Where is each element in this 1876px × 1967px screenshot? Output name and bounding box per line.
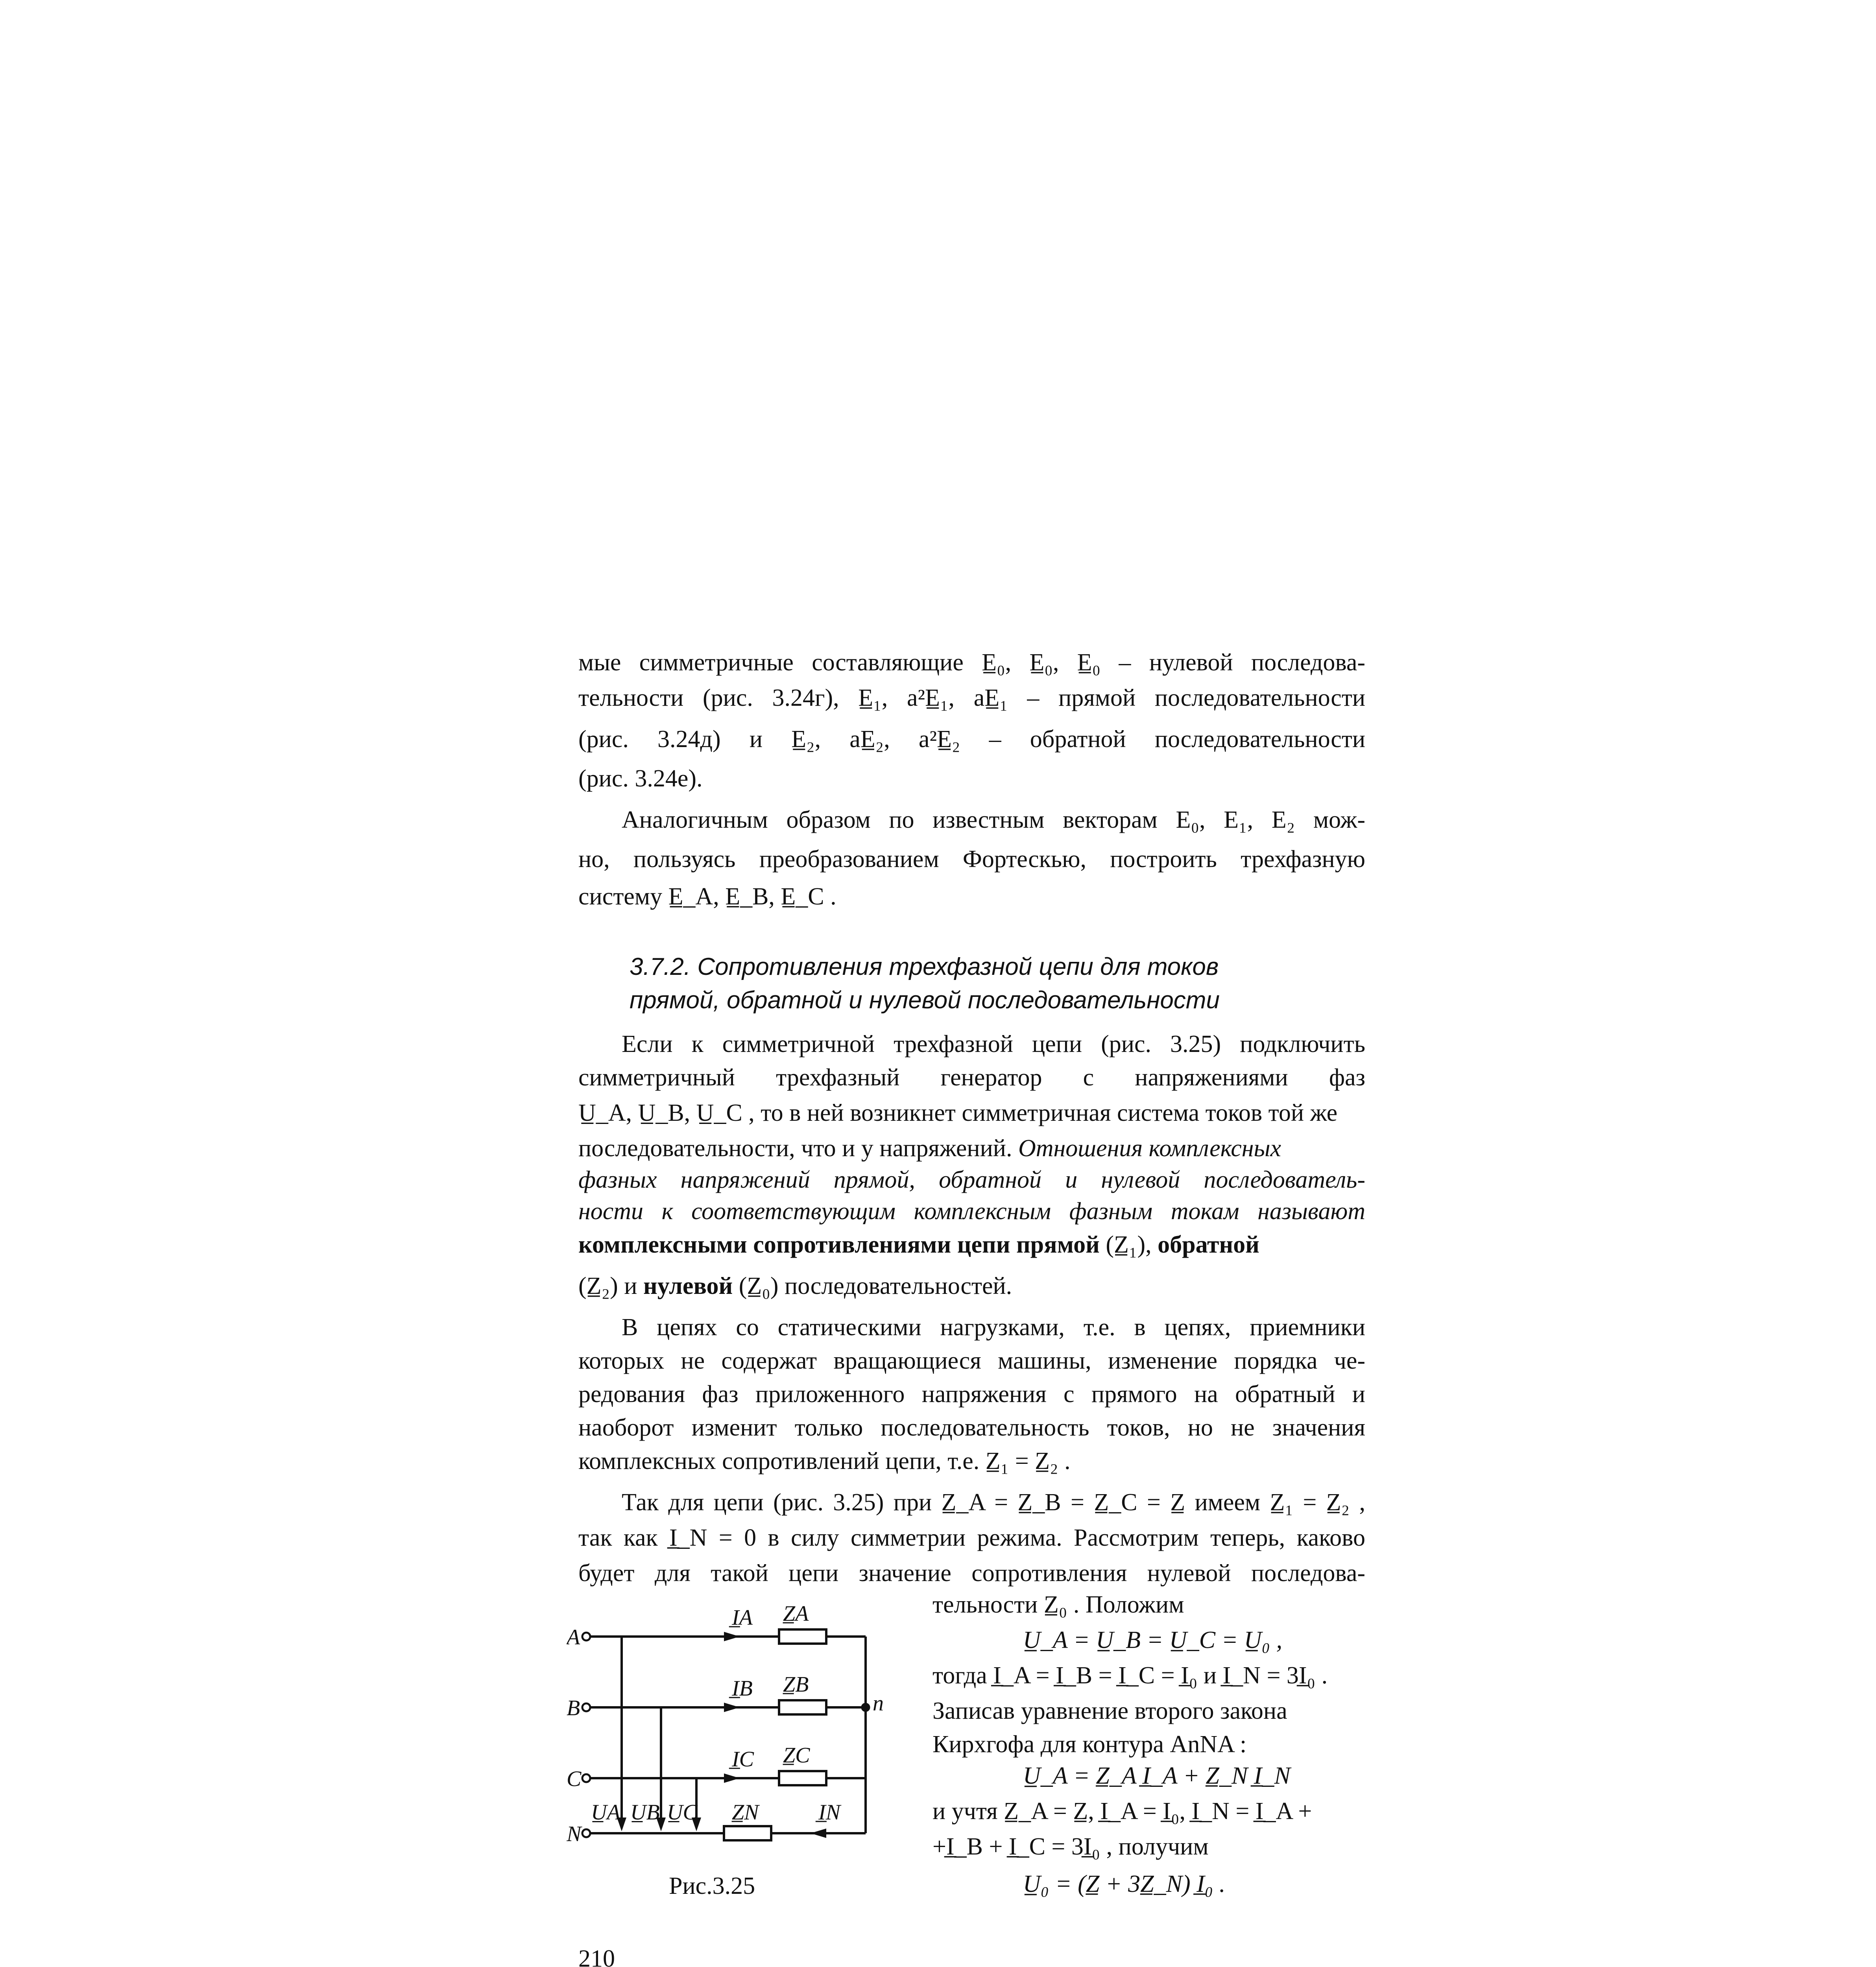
circuit-diagram-fig-3-25 xyxy=(567,1605,913,1873)
voltage-label-ua: U̲A xyxy=(591,1800,620,1825)
paragraph-2-line-2: но, пользуясь преобразованием Фортескью, построить трехфазную xyxy=(578,846,1365,873)
node-label-n: n xyxy=(873,1691,884,1716)
paragraph-3-line-6 xyxy=(578,1194,1365,1229)
right-column-line-3: тогда I̲_A = I̲_B = I̲_C = I̲₀ и I̲_N = 3I̲₀ . xyxy=(932,1662,1328,1689)
node-label-c: C xyxy=(567,1767,582,1791)
paragraph-2-line-3: систему E̲_A, E̲_B, E̲_C . xyxy=(578,883,836,910)
paragraph-4-line-5: комплексных сопротивлений цепи, т.е. Z̲₁ = Z̲₂ . xyxy=(578,1448,1071,1474)
paragraph-2-line-1: Аналогичным образом по известным векторам E₀, E₁, E₂ мож- xyxy=(622,806,1365,833)
paragraph-3-line-8-plain-2: (Z̲₀) последовательностей. xyxy=(733,1273,1012,1299)
paragraph-3-line-5 xyxy=(578,1162,1365,1197)
right-column-line-4: Записав уравнение второго закона xyxy=(932,1698,1287,1724)
voltage-label-ub: U̲B xyxy=(630,1800,660,1825)
node-label-n-neutral: N xyxy=(567,1822,582,1846)
paragraph-3-line-2: симметричный трехфазный генератор с напряжениями фаз xyxy=(578,1064,1365,1091)
paragraph-1-line-4: (рис. 3.24е). xyxy=(578,765,703,792)
paragraph-3-line-7-bold-2: обратной xyxy=(1158,1231,1259,1258)
paragraph-1-line-1: мые симметричные составляющие E̲₀, E̲₀, E̲₀ – нулевой последова- xyxy=(578,649,1365,676)
paragraph-3-line-6-italic: ности к соответствующим комплексным фазным токам называют xyxy=(578,1198,1365,1225)
paragraph-5-line-2: так как I̲_N = 0 в силу симметрии режима. Рассмотрим теперь, каково xyxy=(578,1524,1365,1551)
right-column-line-1: тельности Z̲₀ . Положим xyxy=(932,1591,1184,1618)
current-label-in: I̲N xyxy=(818,1800,840,1825)
right-column-line-8: +I̲_B + I̲_C = 3I̲₀ , получим xyxy=(932,1833,1209,1860)
right-column-line-9: U̲₀ = (Z̲ + 3Z̲_N) I̲₀ . xyxy=(1023,1871,1226,1897)
paragraph-1-line-2: тельности (рис. 3.24г), E̲₁, a²E̲₁, aE̲₁ – прямой последовательности xyxy=(578,685,1365,711)
paragraph-3-line-1: Если к симметричной трехфазной цепи (рис. 3.25) подключить xyxy=(622,1031,1365,1057)
node-label-a: A xyxy=(567,1625,580,1650)
paragraph-3-line-8-bold: нулевой xyxy=(643,1273,733,1299)
paragraph-3-line-4-italic: Отношения комплексных xyxy=(1018,1135,1281,1162)
paragraph-3-line-7-plain: (Z̲₁), xyxy=(1099,1231,1158,1258)
node-label-b: B xyxy=(567,1696,580,1720)
current-label-ia: I̲A xyxy=(732,1605,753,1630)
right-column-line-5: Кирхгофа для контура AnNA : xyxy=(932,1731,1247,1758)
right-column-line-2: U̲_A = U̲_B = U̲_C = U̲₀ , xyxy=(1023,1627,1283,1653)
page-number: 210 xyxy=(578,1945,615,1967)
paragraph-3-line-8-plain: (Z̲₂) и xyxy=(578,1273,643,1299)
paragraph-3-line-7 xyxy=(578,1227,1365,1262)
impedance-label-zn: Z̲N xyxy=(732,1800,759,1825)
paragraph-5-line-3: будет для такой цепи значение сопротивления нулевой последова- xyxy=(578,1560,1365,1587)
paragraph-3-line-4 xyxy=(578,1131,1365,1166)
right-column-line-6: U̲_A = Z̲_A I̲_A + Z̲_N I̲_N xyxy=(1023,1762,1291,1789)
paragraph-1-line-3: (рис. 3.24д) и E̲₂, aE̲₂, a²E̲₂ – обратной последовательности xyxy=(578,726,1365,753)
paragraph-3-line-7-bold: комплексными сопротивлениями цепи прямой xyxy=(578,1231,1100,1258)
section-heading-line-2: прямой, обратной и нулевой последовательности xyxy=(630,987,1220,1014)
impedance-label-zb: Z̲B xyxy=(783,1672,809,1697)
figure-caption: Рис.3.25 xyxy=(669,1873,755,1899)
paragraph-3-line-3: U̲_A, U̲_B, U̲_C , то в ней возникнет симметричная система токов той же xyxy=(578,1100,1338,1126)
paragraph-3-line-5-italic: фазных напряжений прямой, обратной и нулевой последователь- xyxy=(578,1166,1365,1193)
paragraph-3-line-4-plain: последовательности, что и у напряжений. xyxy=(578,1135,1018,1162)
impedance-label-zc: Z̲C xyxy=(783,1743,810,1768)
voltage-label-uc: U̲C xyxy=(667,1800,698,1825)
right-column-line-7: и учтя Z̲_A = Z̲, I̲_A = I̲₀, I̲_N = I̲_A + xyxy=(932,1798,1312,1825)
paragraph-3-line-8 xyxy=(578,1269,1365,1303)
paragraph-4-line-2: которых не содержат вращающиеся машины, изменение порядка че- xyxy=(578,1347,1365,1374)
paragraph-4-line-4: наоборот изменит только последовательность токов, но не значения xyxy=(578,1414,1365,1441)
section-heading-line-1: 3.7.2. Сопротивления трехфазной цепи для токов xyxy=(630,953,1219,980)
paragraph-4-line-1: В цепях со статическими нагрузками, т.е. в цепях, приемники xyxy=(622,1314,1365,1341)
paragraph-5-line-1: Так для цепи (рис. 3.25) при Z̲_A = Z̲_B = Z̲_C = Z̲ имеем Z̲₁ = Z̲₂ , xyxy=(622,1489,1365,1516)
impedance-label-za: Z̲A xyxy=(783,1605,809,1626)
current-label-ib: I̲B xyxy=(732,1676,753,1701)
current-label-ic: I̲C xyxy=(732,1747,754,1771)
paragraph-4-line-3: редования фаз приложенного напряжения с прямого на обратный и xyxy=(578,1381,1365,1408)
